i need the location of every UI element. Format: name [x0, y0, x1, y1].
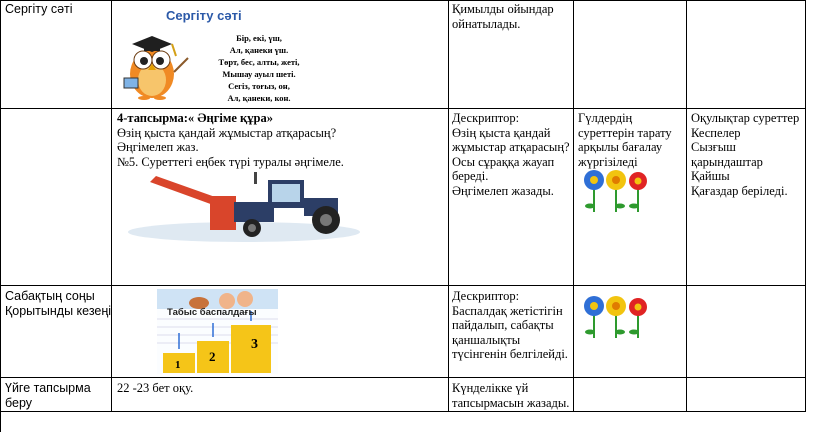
descriptor-line: пайдалып, сабақты	[452, 318, 554, 332]
resource-item: Сызғыш	[691, 140, 736, 154]
song-title: Сергіту сәті	[166, 8, 242, 23]
assessment-line: арқылы бағалау	[578, 140, 663, 154]
task-title: 4-тапсырма:« Әңгіме құра»	[117, 111, 273, 125]
song-line: Бір, екі, үш,	[236, 33, 282, 43]
song-card	[118, 6, 300, 104]
yellow-flower-icon	[606, 296, 626, 338]
success-ladder-card	[157, 289, 278, 374]
flower-rating-icons	[582, 292, 654, 342]
yellow-flower-icon	[606, 170, 626, 212]
snow-tractor-illustration	[126, 170, 362, 242]
owl-teacher-illustration	[120, 28, 190, 102]
resource-item: Оқулықтар суреттер	[691, 111, 800, 125]
descriptor-line: Әңгімелеп жазады.	[452, 183, 554, 198]
ladder-title: Табыс баспалдағы	[167, 307, 257, 318]
resource-item: қарындаштар	[691, 154, 763, 169]
resources-list	[691, 111, 803, 198]
descriptor-line: Дескриптор:	[452, 111, 520, 125]
descriptor-story	[452, 111, 572, 198]
task-line: Әңгімелеп жаз.	[117, 140, 199, 154]
descriptor-line: Өзің қыста қандай	[452, 125, 551, 140]
resource-item: Қағаздар беріледі.	[691, 183, 788, 198]
song-line: Ал, қанеки үш.	[229, 45, 289, 55]
action-line: тапсырмасын жазады.	[452, 395, 570, 410]
resource-item: Кеспелер	[691, 125, 741, 140]
red-flower-icon	[629, 172, 647, 212]
song-line: Мышау ауыл шеті.	[222, 69, 296, 79]
descriptor-line: жұмыстар атқарасың?	[452, 140, 570, 154]
stage-homework	[5, 381, 109, 410]
task-line: №5. Суреттегі еңбек түрі туралы әңгімеле.	[117, 154, 344, 169]
homework-text: 22 -23 бет оқу.	[117, 381, 194, 395]
assessment-line: суреттерін тарату	[578, 125, 672, 140]
resource-item: Қайшы	[691, 169, 730, 183]
descriptor-line: береді.	[452, 169, 489, 183]
flower-rating-icons	[582, 166, 654, 216]
action-line: Күнделікке үй	[452, 381, 529, 395]
task-block	[117, 111, 445, 169]
descriptor-line: Осы сұраққа жауап	[452, 154, 555, 169]
stage-line: Үйге тапсырма	[5, 381, 91, 395]
descriptor-line: Баспалдақ жетістігін	[452, 303, 563, 318]
descriptor-line: түсінгенін белгілейді.	[452, 347, 568, 361]
song-line: Төрт, бес, алты, жеті,	[218, 57, 300, 67]
stage-line: Қорытынды кезеңі	[5, 303, 112, 318]
red-flower-icon	[629, 298, 647, 338]
stage-line: беру	[5, 395, 33, 410]
student-action-games: Қимылды ойындар ойнатылады.	[452, 2, 554, 31]
song-line: Ал, қанеки, кон.	[227, 93, 291, 103]
blue-flower-icon	[584, 170, 604, 212]
stage-conclusion	[5, 289, 112, 318]
ladder-step-3: 3	[251, 337, 258, 352]
song-lyrics	[214, 32, 304, 104]
descriptor-ladder	[452, 289, 572, 362]
descriptor-line: Дескриптор:	[452, 289, 520, 303]
stage-refresh: Сергіту сәті	[5, 2, 73, 16]
song-line: Сегіз, тоғыз, он,	[228, 81, 290, 91]
task-line: Өзің қыста қандай жұмыстар атқарасың?	[117, 125, 337, 140]
assessment-line: Гүлдердің	[578, 111, 633, 125]
blue-flower-icon	[584, 296, 604, 338]
assessment-flowers	[578, 111, 684, 169]
ladder-step-2: 2	[209, 349, 216, 364]
ladder-step-1: 1	[175, 359, 181, 371]
assessment-line: жүргізіледі	[578, 154, 638, 169]
descriptor-line: қаншалықты	[452, 332, 521, 347]
stage-line: Сабақтың соңы	[5, 289, 95, 303]
student-action-homework	[452, 381, 572, 410]
